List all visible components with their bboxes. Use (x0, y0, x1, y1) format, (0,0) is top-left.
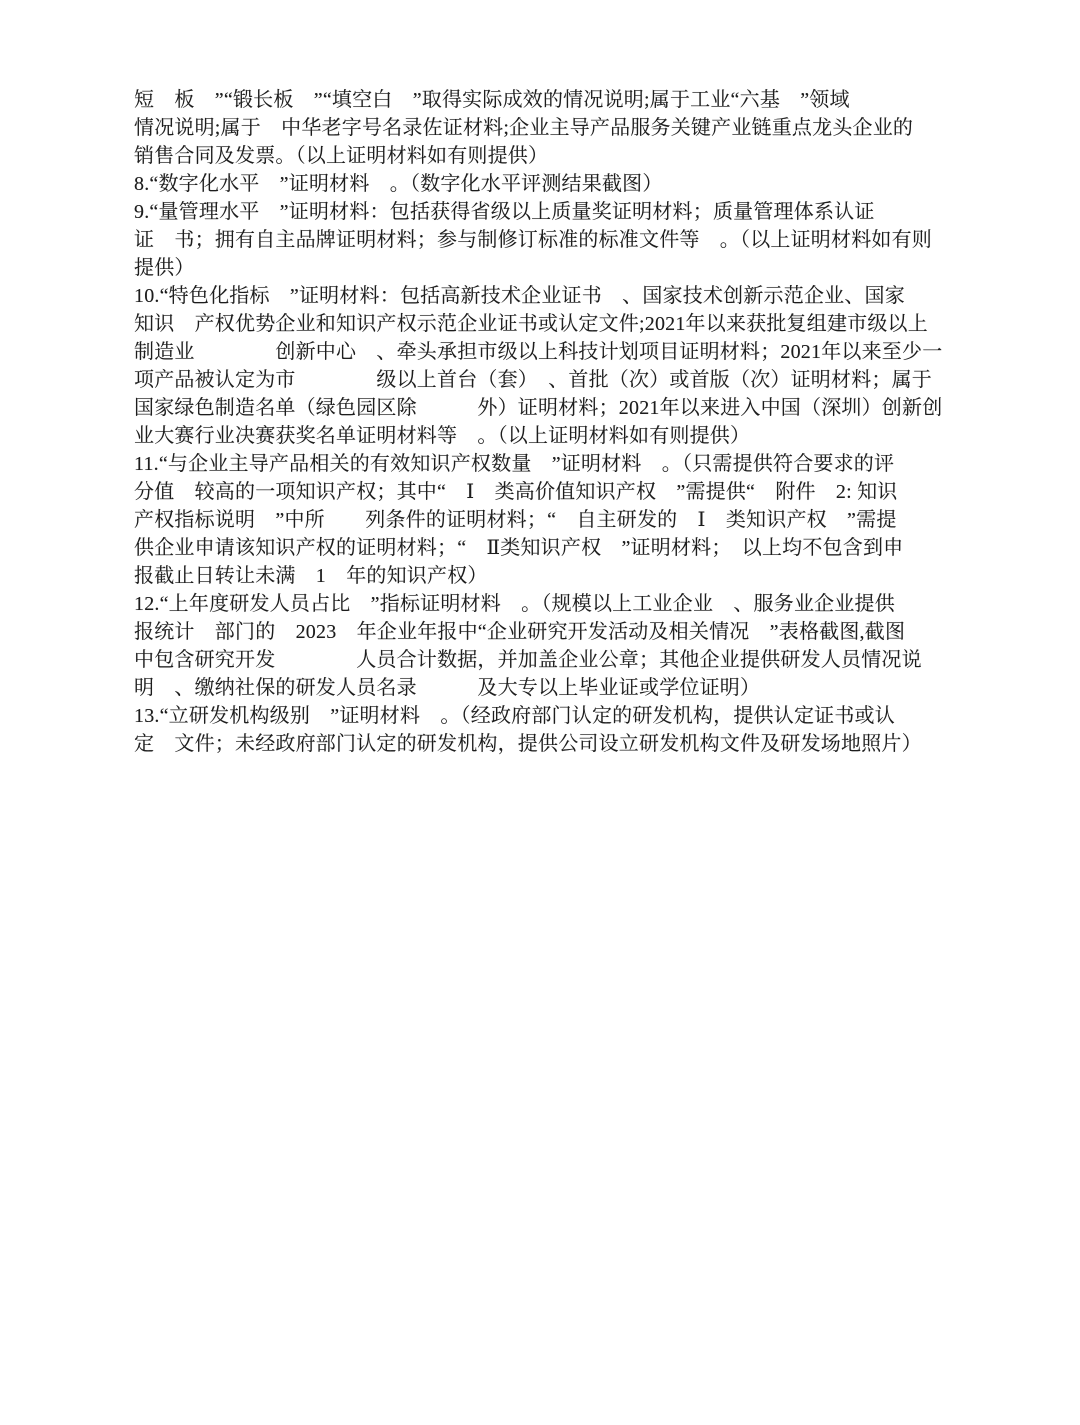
text-line: 产权指标说明 ”中所 列条件的证明材料；“ 自主研发的 Ⅰ 类知识产权 ”需提 (134, 509, 897, 531)
text-line: 销售合同及发票。（以上证明材料如有则提供） (134, 145, 549, 167)
text-line: 证 书；拥有自主品牌证明材料；参与制修订标准的标准文件等 。（以上证明材料如有则 (134, 229, 932, 251)
text-line: 业大赛行业决赛获奖名单证明材料等 。（以上证明材料如有则提供） (134, 425, 751, 447)
text-line: 12.“上年度研发人员占比 ”指标证明材料 。（规模以上工业企业 、服务业企业提供 (134, 593, 895, 615)
document-text-block (134, 86, 994, 758)
text-line: 国家绿色制造名单（绿色园区除 外）证明材料；2021年以来进入中国（深圳）创新创 (134, 397, 943, 419)
text-line: 知识 产权优势企业和知识产权示范企业证书或认定文件;2021年以来获批复组建市级以上 (134, 313, 928, 335)
text-line: 9.“量管理水平 ”证明材料：包括获得省级以上质量奖证明材料；质量管理体系认证 (134, 201, 875, 223)
text-line: 短 板 ”“锻长板 ”“填空白 ”取得实际成效的情况说明;属于工业“六基 ”领域 (134, 89, 850, 111)
text-line: 定 文件；未经政府部门认定的研发机构，提供公司设立研发机构文件及研发场地照片） (134, 733, 922, 755)
text-line: 10.“特色化指标 ”证明材料：包括高新技术企业证书 、国家技术创新示范企业、国家 (134, 285, 905, 307)
text-line: 中包含研究开发 人员合计数据，并加盖企业公章；其他企业提供研发人员情况说 (134, 649, 922, 671)
text-line: 11.“与企业主导产品相关的有效知识产权数量 ”证明材料 。（只需提供符合要求的评 (134, 453, 895, 475)
text-line: 供企业申请该知识产权的证明材料；“ Ⅱ类知识产权 ”证明材料； 以上均不包含到申 (134, 537, 904, 559)
text-line: 报统计 部门的 2023 年企业年报中“企业研究开发活动及相关情况 ”表格截图,截图 (134, 621, 906, 643)
text-line: 报截止日转让未满 1 年的知识产权） (134, 565, 488, 587)
text-line: 分值 较高的一项知识产权；其中“ Ⅰ 类高价值知识产权 ”需提供“ 附件 2: 知识 (134, 481, 898, 503)
text-line: 13.“立研发机构级别 ”证明材料 。（经政府部门认定的研发机构，提供认定证书或认 (134, 705, 895, 727)
text-line: 明 、缴纳社保的研发人员名录 及大专以上毕业证或学位证明） (134, 677, 761, 699)
text-line: 情况说明;属于 中华老字号名录佐证材料;企业主导产品服务关键产业链重点龙头企业的 (134, 117, 914, 139)
text-line: 项产品被认定为市 级以上首台（套） 、首批（次）或首版（次）证明材料；属于 (134, 369, 932, 391)
text-line: 提供） (134, 257, 195, 279)
text-line: 8.“数字化水平 ”证明材料 。（数字化水平评测结果截图） (134, 173, 663, 195)
text-line: 制造业 创新中心 、牵头承担市级以上科技计划项目证明材料；2021年以来至少一 (134, 341, 943, 363)
